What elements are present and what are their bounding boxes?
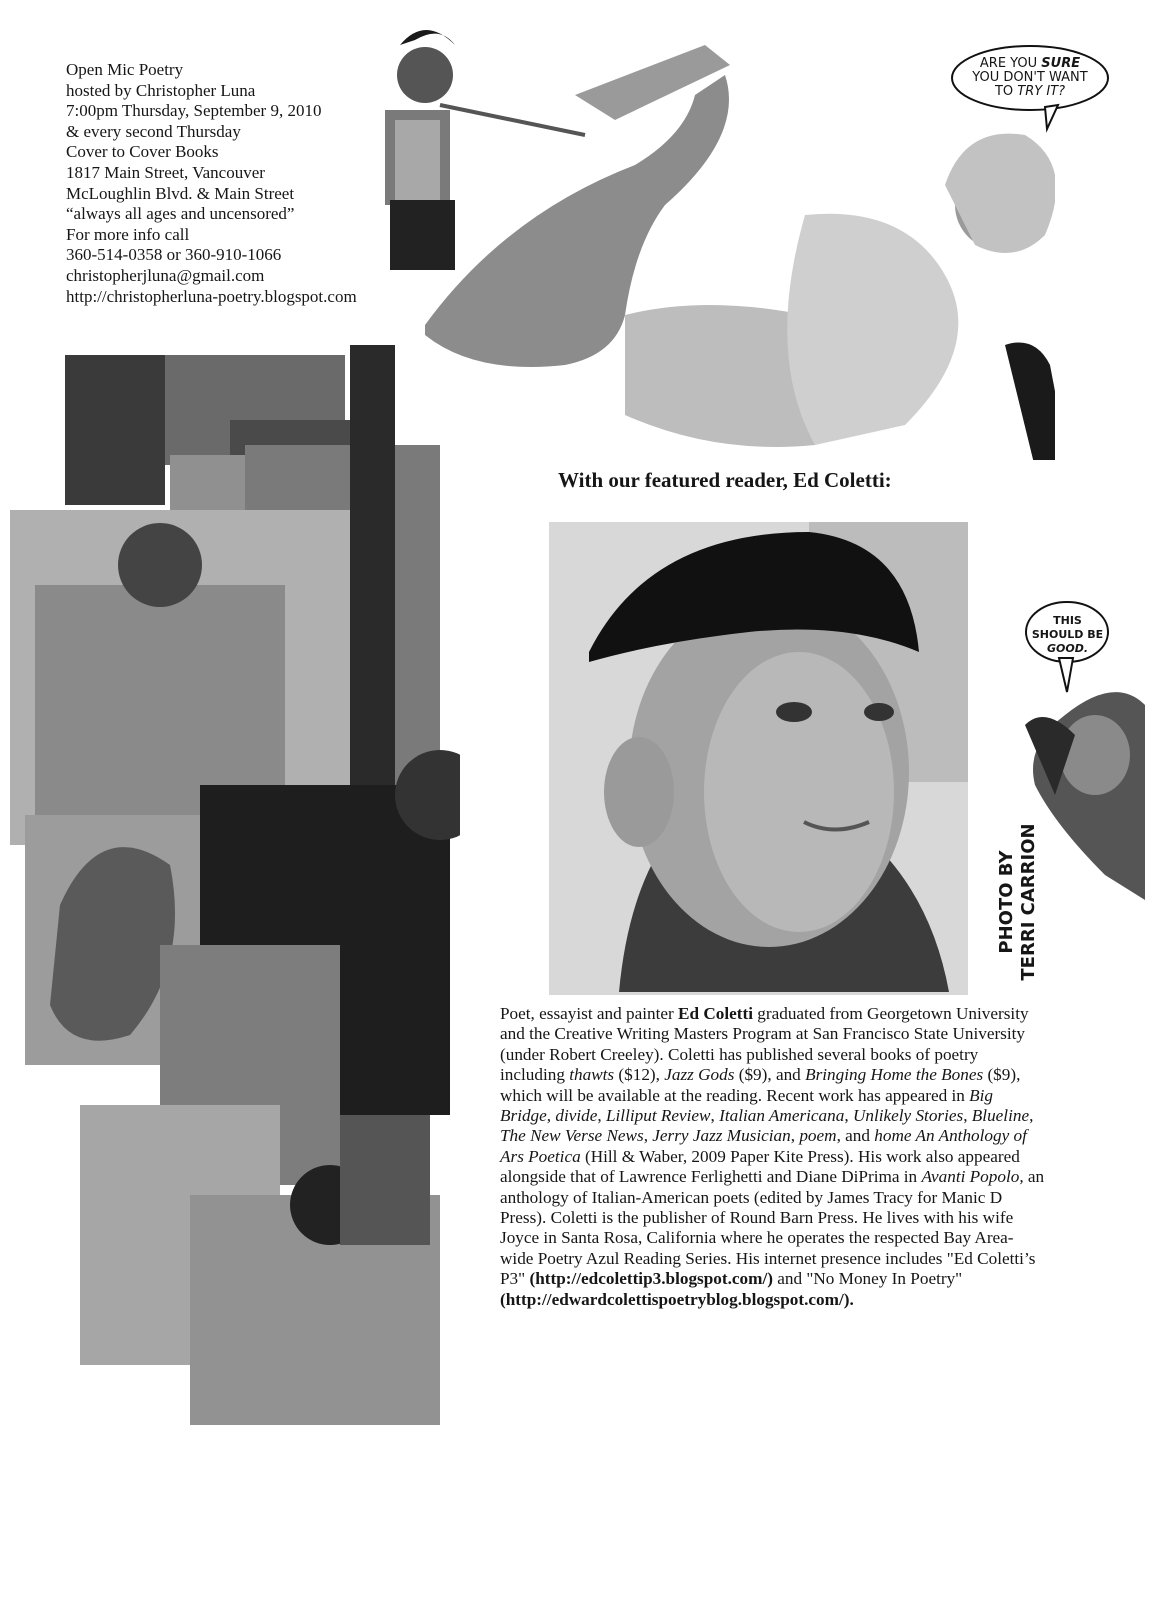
event-info-line: “always all ages and uncensored” <box>66 204 295 224</box>
event-info-line: & every second Thursday <box>66 121 241 141</box>
event-info-email: christopherjluna@gmail.com <box>66 265 265 285</box>
bio-url: (http://edcolettip3.blogspot.com/) <box>529 1269 773 1289</box>
event-info-line: Cover to Cover Books <box>66 142 219 162</box>
event-info-url: http://christopherluna-poetry.blogspot.com <box>66 286 357 306</box>
speech-bubble-mid <box>1025 600 1110 670</box>
bio-text: ($9), and <box>734 1065 806 1085</box>
bio-text: ($9), which will be available at the reading. Recent work has appeared in <box>500 1065 1021 1105</box>
event-info-line: McLoughlin Blvd. & Main Street <box>66 183 295 203</box>
bio-text: ($12), <box>614 1065 665 1085</box>
event-info <box>66 60 416 307</box>
bubble-mid-line3: GOOD. <box>1046 642 1089 655</box>
bio-text: (Hill & Waber, 2009 Paper Kite Press). His work also appeared alongside that of Lawrence Ferlighetti and Diane DiPrima in <box>500 1146 1020 1187</box>
bio-name: Ed Coletti <box>678 1004 753 1023</box>
event-info-line: For more info call <box>66 224 190 244</box>
bio-paragraph <box>500 1004 1045 1310</box>
bio-publication: Italian Americana <box>719 1106 845 1126</box>
bio-text: , <box>710 1106 720 1126</box>
bio-text: an anthology of Italian-American poets (edited by James Tracy for Manic D Press). Coletti is the publisher of Round Barn Press. He lives with his wife Joyce in Santa Rosa, California where he operates the respected Bay Area-wide Poetry Azul Reading Series. His internet presence includes "Ed Coletti’s P3" <box>500 1167 1045 1289</box>
bio-publication: Unlikely Stories <box>852 1106 964 1126</box>
speech-bubble-top <box>950 45 1110 115</box>
event-info-line: Open Mic Poetry <box>66 60 184 79</box>
event-info-phone: 360-514-0358 or 360-910-1066 <box>66 245 282 265</box>
bio-publication: Lilliput Review <box>605 1106 711 1126</box>
bio-book-title: thawts <box>569 1065 615 1085</box>
featured-heading: With our featured reader, Ed Coletti: <box>558 468 892 492</box>
bio-publication: Big Bridge <box>500 1085 994 1126</box>
bio-publication: Jerry Jazz Musician <box>652 1126 791 1146</box>
bubble-top-line2: YOU DON'T WANT <box>972 70 1088 85</box>
jazz-collage-image <box>10 345 460 1425</box>
bubble-mid-line2: SHOULD BE <box>1031 628 1104 641</box>
event-info-line: 1817 Main Street, Vancouver <box>66 162 265 182</box>
bio-publication: poem <box>799 1126 837 1146</box>
bio-anthology: Avanti Popolo, <box>921 1167 1024 1187</box>
bubble-mid-line1: THIS <box>1053 614 1082 627</box>
bio-text: , and <box>836 1126 875 1146</box>
bio-publication: divide <box>555 1106 598 1126</box>
bio-book-title: Jazz Gods <box>664 1065 735 1085</box>
photo-credit-line1: PHOTO BY <box>996 850 1017 954</box>
bubble-top-emph: SURE <box>1041 56 1081 71</box>
bio-text: , <box>643 1126 653 1146</box>
event-info-line: hosted by Christopher Luna <box>66 80 256 100</box>
bio-publication: The New Verse News <box>500 1126 644 1146</box>
bio-text: , <box>1029 1106 1034 1126</box>
bio-text: , <box>546 1106 556 1126</box>
bio-text: , <box>790 1126 800 1146</box>
bio-url: (http://edwardcolettispoetryblog.blogspot.com/). <box>500 1289 854 1309</box>
bubble-top-line3-emph: TRY IT? <box>1017 84 1066 99</box>
bio-text: , <box>844 1106 853 1126</box>
bubble-top-prefix: ARE YOU <box>979 56 1042 71</box>
bubble-top-line3-prefix: TO <box>994 84 1018 99</box>
listener-figure-image <box>1015 675 1145 900</box>
bio-text: and "No Money In Poetry" <box>772 1269 963 1289</box>
bio-text: , <box>963 1106 972 1126</box>
photo-credit-line2: TERRI CARRION <box>1018 823 1039 981</box>
ed-coletti-portrait-image <box>549 522 968 995</box>
bio-text: graduated from Georgetown University and the Creative Writing Masters Program at San Francisco State University (under Robert Creeley). Coletti has published several books of poetry including <box>500 1004 1029 1085</box>
event-info-line: 7:00pm Thursday, September 9, 2010 <box>66 101 322 121</box>
bio-book-title: Bringing Home the Bones <box>805 1065 984 1085</box>
bio-text: Poet, essayist and painter <box>500 1004 679 1023</box>
bio-publication: Blueline <box>971 1106 1030 1126</box>
bio-publication: home An Anthology of Ars Poetica <box>500 1126 1027 1166</box>
bio-text: , <box>597 1106 606 1126</box>
